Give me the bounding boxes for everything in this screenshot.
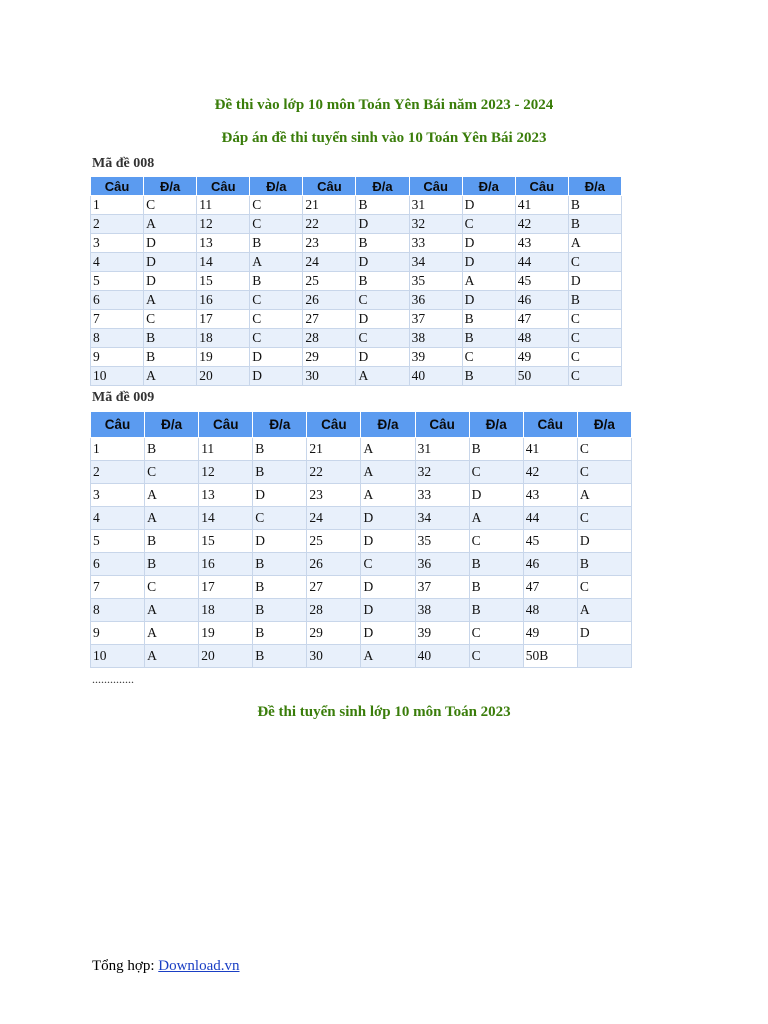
answer-cell: B: [144, 348, 197, 367]
answer-cell: C: [568, 253, 621, 272]
answer-table-008: [90, 176, 622, 386]
question-number-cell: 19: [199, 622, 253, 645]
column-header: Đ/a: [253, 412, 307, 438]
question-number-cell: 1: [91, 196, 144, 215]
question-number-cell: 45: [515, 272, 568, 291]
table-row: [91, 348, 622, 367]
question-number-cell: 49: [515, 348, 568, 367]
answer-cell: C: [469, 461, 523, 484]
question-number-cell: 23: [303, 234, 356, 253]
question-number-cell: 48: [515, 329, 568, 348]
question-number-cell: 40: [409, 367, 462, 386]
question-number-cell: 16: [199, 553, 253, 576]
column-header: Đ/a: [356, 177, 409, 196]
answer-cell: A: [145, 645, 199, 668]
answer-cell: B: [469, 553, 523, 576]
table-row: [91, 461, 632, 484]
answer-cell: D: [253, 530, 307, 553]
answer-cell: A: [577, 484, 631, 507]
answer-cell: A: [144, 291, 197, 310]
question-number-cell: 1: [91, 438, 145, 461]
column-header: Đ/a: [462, 177, 515, 196]
footer-prefix: Tổng hợp:: [92, 958, 159, 974]
answer-cell: B: [462, 310, 515, 329]
answer-cell: B: [145, 530, 199, 553]
table-row: [91, 645, 632, 668]
question-number-cell: 21: [303, 196, 356, 215]
answer-cell: C: [144, 310, 197, 329]
question-number-cell: 33: [415, 484, 469, 507]
question-number-cell: 27: [303, 310, 356, 329]
question-number-cell: 9: [91, 348, 144, 367]
answer-cell: B: [250, 272, 303, 291]
question-number-cell: 31: [415, 438, 469, 461]
question-number-cell: 12: [199, 461, 253, 484]
answer-cell: A: [144, 367, 197, 386]
answer-cell: D: [462, 291, 515, 310]
question-number-cell: 8: [91, 599, 145, 622]
answer-cell: B: [253, 599, 307, 622]
question-number-cell: 50: [515, 367, 568, 386]
question-number-cell: 20: [197, 367, 250, 386]
question-number-cell: 10: [91, 367, 144, 386]
answer-cell: A: [144, 215, 197, 234]
table-row: [91, 507, 632, 530]
question-number-cell: 29: [307, 622, 361, 645]
exam-code-009-label: Mã đề 009: [92, 390, 155, 405]
question-number-cell: 32: [409, 215, 462, 234]
table-row: [91, 622, 632, 645]
table-row: [91, 310, 622, 329]
column-header: Câu: [303, 177, 356, 196]
answer-cell: B: [356, 196, 409, 215]
answer-cell: D: [356, 310, 409, 329]
question-number-cell: 27: [307, 576, 361, 599]
answer-cell: B: [145, 438, 199, 461]
question-number-cell: 25: [303, 272, 356, 291]
column-header: Câu: [523, 412, 577, 438]
question-number-cell: 25: [307, 530, 361, 553]
answer-cell: C: [469, 530, 523, 553]
question-number-cell: 5: [91, 272, 144, 291]
question-number-cell: 6: [91, 553, 145, 576]
question-number-cell: 50B: [523, 645, 577, 668]
answer-cell: C: [462, 215, 515, 234]
table-row: [91, 196, 622, 215]
answer-cell: B: [568, 215, 621, 234]
question-number-cell: 46: [515, 291, 568, 310]
column-header: Đ/a: [144, 177, 197, 196]
ellipsis-text: ..............: [92, 672, 134, 686]
column-header: Câu: [91, 412, 145, 438]
answer-cell: C: [577, 438, 631, 461]
answer-cell: D: [462, 234, 515, 253]
answer-cell: C: [145, 576, 199, 599]
answer-cell: D: [469, 484, 523, 507]
question-number-cell: 3: [91, 484, 145, 507]
question-number-cell: 15: [199, 530, 253, 553]
question-number-cell: 4: [91, 507, 145, 530]
table-row: [91, 234, 622, 253]
question-number-cell: 17: [199, 576, 253, 599]
answers-heading: Đáp án đề thi tuyển sinh vào 10 Toán Yên Bái 2023: [221, 130, 547, 146]
table-row: [91, 530, 632, 553]
page-title: Đề thi vào lớp 10 môn Toán Yên Bái năm 2023 - 2024: [214, 97, 554, 113]
question-number-cell: 28: [303, 329, 356, 348]
question-number-cell: 47: [523, 576, 577, 599]
question-number-cell: 11: [197, 196, 250, 215]
question-number-cell: 13: [199, 484, 253, 507]
answer-cell: D: [462, 253, 515, 272]
answer-cell: A: [356, 367, 409, 386]
answer-cell: C: [568, 348, 621, 367]
question-number-cell: 22: [303, 215, 356, 234]
answer-cell: C: [469, 622, 523, 645]
answer-cell: D: [250, 367, 303, 386]
answer-cell: C: [568, 329, 621, 348]
answer-cell: D: [361, 599, 415, 622]
column-header: Câu: [409, 177, 462, 196]
column-header: Đ/a: [361, 412, 415, 438]
exam-code-008-label: Mã đề 008: [92, 156, 155, 171]
question-number-cell: 10: [91, 645, 145, 668]
question-number-cell: 37: [415, 576, 469, 599]
answer-cell: B: [145, 553, 199, 576]
answer-cell: A: [145, 507, 199, 530]
answer-cell: D: [356, 253, 409, 272]
table-body: [91, 438, 632, 668]
answer-cell: C: [568, 310, 621, 329]
column-header: Câu: [307, 412, 361, 438]
question-number-cell: 44: [515, 253, 568, 272]
table-row: [91, 367, 622, 386]
question-number-cell: 30: [307, 645, 361, 668]
answer-cell: C: [144, 196, 197, 215]
answer-cell: A: [568, 234, 621, 253]
answer-cell: D: [361, 507, 415, 530]
answer-cell: D: [361, 576, 415, 599]
answer-cell: C: [250, 291, 303, 310]
question-number-cell: 42: [515, 215, 568, 234]
table-row: [91, 553, 632, 576]
question-number-cell: 2: [91, 461, 145, 484]
table-row: [91, 215, 622, 234]
answer-cell: D: [361, 622, 415, 645]
answer-cell: C: [356, 329, 409, 348]
footer-source: [92, 958, 240, 975]
question-number-cell: 7: [91, 310, 144, 329]
column-header: Đ/a: [568, 177, 621, 196]
question-number-cell: 18: [199, 599, 253, 622]
table-row: [91, 576, 632, 599]
answer-cell: D: [250, 348, 303, 367]
answer-cell: C: [361, 553, 415, 576]
question-number-cell: 38: [415, 599, 469, 622]
answer-cell: D: [144, 272, 197, 291]
question-number-cell: 28: [307, 599, 361, 622]
column-header: Câu: [415, 412, 469, 438]
question-number-cell: 16: [197, 291, 250, 310]
answer-cell: C: [250, 196, 303, 215]
question-number-cell: 35: [409, 272, 462, 291]
answer-cell: B: [253, 622, 307, 645]
question-number-cell: 34: [415, 507, 469, 530]
answer-cell: D: [361, 530, 415, 553]
answer-cell: A: [361, 461, 415, 484]
question-number-cell: 20: [199, 645, 253, 668]
answer-cell: C: [250, 329, 303, 348]
question-number-cell: 39: [415, 622, 469, 645]
download-vn-link[interactable]: Download.vn: [158, 958, 240, 974]
column-header: Đ/a: [250, 177, 303, 196]
question-number-cell: 6: [91, 291, 144, 310]
question-number-cell: 31: [409, 196, 462, 215]
question-number-cell: 47: [515, 310, 568, 329]
answer-cell: B: [253, 553, 307, 576]
table-header-row: [91, 412, 632, 438]
answer-cell: B: [356, 234, 409, 253]
question-number-cell: 22: [307, 461, 361, 484]
answer-cell: C: [462, 348, 515, 367]
column-header: Câu: [197, 177, 250, 196]
table-body: [91, 196, 622, 386]
answer-cell: C: [577, 507, 631, 530]
answer-cell: B: [253, 576, 307, 599]
question-number-cell: 9: [91, 622, 145, 645]
question-number-cell: 24: [303, 253, 356, 272]
answer-cell: D: [253, 484, 307, 507]
question-number-cell: 19: [197, 348, 250, 367]
question-number-cell: 43: [515, 234, 568, 253]
answer-cell: A: [577, 599, 631, 622]
answer-cell: B: [462, 329, 515, 348]
question-number-cell: 7: [91, 576, 145, 599]
question-number-cell: 3: [91, 234, 144, 253]
answer-cell: D: [356, 348, 409, 367]
answer-cell: A: [469, 507, 523, 530]
answer-cell: B: [568, 291, 621, 310]
answer-cell: B: [469, 599, 523, 622]
answer-cell: B: [568, 196, 621, 215]
answer-cell: D: [144, 234, 197, 253]
answer-cell: B: [253, 461, 307, 484]
exam-heading: Đề thi tuyển sinh lớp 10 môn Toán 2023: [257, 704, 511, 720]
answer-cell: [577, 645, 631, 668]
question-number-cell: 35: [415, 530, 469, 553]
answer-cell: A: [145, 599, 199, 622]
question-number-cell: 32: [415, 461, 469, 484]
table-row: [91, 272, 622, 291]
question-number-cell: 26: [303, 291, 356, 310]
question-number-cell: 30: [303, 367, 356, 386]
table-row: [91, 484, 632, 507]
table-row: [91, 291, 622, 310]
answer-cell: B: [469, 438, 523, 461]
question-number-cell: 4: [91, 253, 144, 272]
question-number-cell: 43: [523, 484, 577, 507]
question-number-cell: 5: [91, 530, 145, 553]
question-number-cell: 44: [523, 507, 577, 530]
question-number-cell: 38: [409, 329, 462, 348]
question-number-cell: 41: [515, 196, 568, 215]
question-number-cell: 41: [523, 438, 577, 461]
question-number-cell: 15: [197, 272, 250, 291]
answer-cell: A: [361, 484, 415, 507]
question-number-cell: 42: [523, 461, 577, 484]
question-number-cell: 45: [523, 530, 577, 553]
answer-cell: A: [361, 438, 415, 461]
column-header: Câu: [199, 412, 253, 438]
answer-cell: A: [250, 253, 303, 272]
column-header: Đ/a: [577, 412, 631, 438]
question-number-cell: 36: [409, 291, 462, 310]
question-number-cell: 34: [409, 253, 462, 272]
answer-cell: D: [577, 622, 631, 645]
answer-cell: B: [253, 438, 307, 461]
question-number-cell: 48: [523, 599, 577, 622]
question-number-cell: 33: [409, 234, 462, 253]
answer-cell: B: [469, 576, 523, 599]
answer-cell: B: [577, 553, 631, 576]
question-number-cell: 14: [199, 507, 253, 530]
answer-cell: A: [145, 484, 199, 507]
question-number-cell: 26: [307, 553, 361, 576]
question-number-cell: 8: [91, 329, 144, 348]
answer-cell: B: [253, 645, 307, 668]
question-number-cell: 24: [307, 507, 361, 530]
question-number-cell: 17: [197, 310, 250, 329]
answer-cell: C: [250, 310, 303, 329]
table-row: [91, 438, 632, 461]
table-header-row: [91, 177, 622, 196]
answer-cell: C: [253, 507, 307, 530]
answer-cell: A: [462, 272, 515, 291]
answer-cell: B: [250, 234, 303, 253]
question-number-cell: 13: [197, 234, 250, 253]
question-number-cell: 14: [197, 253, 250, 272]
question-number-cell: 2: [91, 215, 144, 234]
answer-cell: B: [356, 272, 409, 291]
column-header: Đ/a: [145, 412, 199, 438]
answer-cell: D: [356, 215, 409, 234]
answer-table-009: [90, 411, 632, 668]
answer-cell: C: [577, 461, 631, 484]
question-number-cell: 39: [409, 348, 462, 367]
answer-cell: D: [568, 272, 621, 291]
answer-cell: D: [462, 196, 515, 215]
question-number-cell: 18: [197, 329, 250, 348]
table-row: [91, 599, 632, 622]
answer-cell: D: [144, 253, 197, 272]
answer-cell: B: [462, 367, 515, 386]
question-number-cell: 37: [409, 310, 462, 329]
column-header: Câu: [515, 177, 568, 196]
question-number-cell: 46: [523, 553, 577, 576]
column-header: Đ/a: [469, 412, 523, 438]
table-row: [91, 253, 622, 272]
answer-cell: C: [469, 645, 523, 668]
question-number-cell: 23: [307, 484, 361, 507]
question-number-cell: 12: [197, 215, 250, 234]
question-number-cell: 36: [415, 553, 469, 576]
question-number-cell: 40: [415, 645, 469, 668]
table-row: [91, 329, 622, 348]
answer-cell: B: [144, 329, 197, 348]
question-number-cell: 29: [303, 348, 356, 367]
answer-cell: A: [361, 645, 415, 668]
answer-cell: C: [577, 576, 631, 599]
answer-cell: C: [568, 367, 621, 386]
answer-cell: D: [577, 530, 631, 553]
answer-cell: A: [145, 622, 199, 645]
answer-cell: C: [145, 461, 199, 484]
question-number-cell: 21: [307, 438, 361, 461]
answer-cell: C: [250, 215, 303, 234]
question-number-cell: 49: [523, 622, 577, 645]
question-number-cell: 11: [199, 438, 253, 461]
column-header: Câu: [91, 177, 144, 196]
answer-cell: C: [356, 291, 409, 310]
